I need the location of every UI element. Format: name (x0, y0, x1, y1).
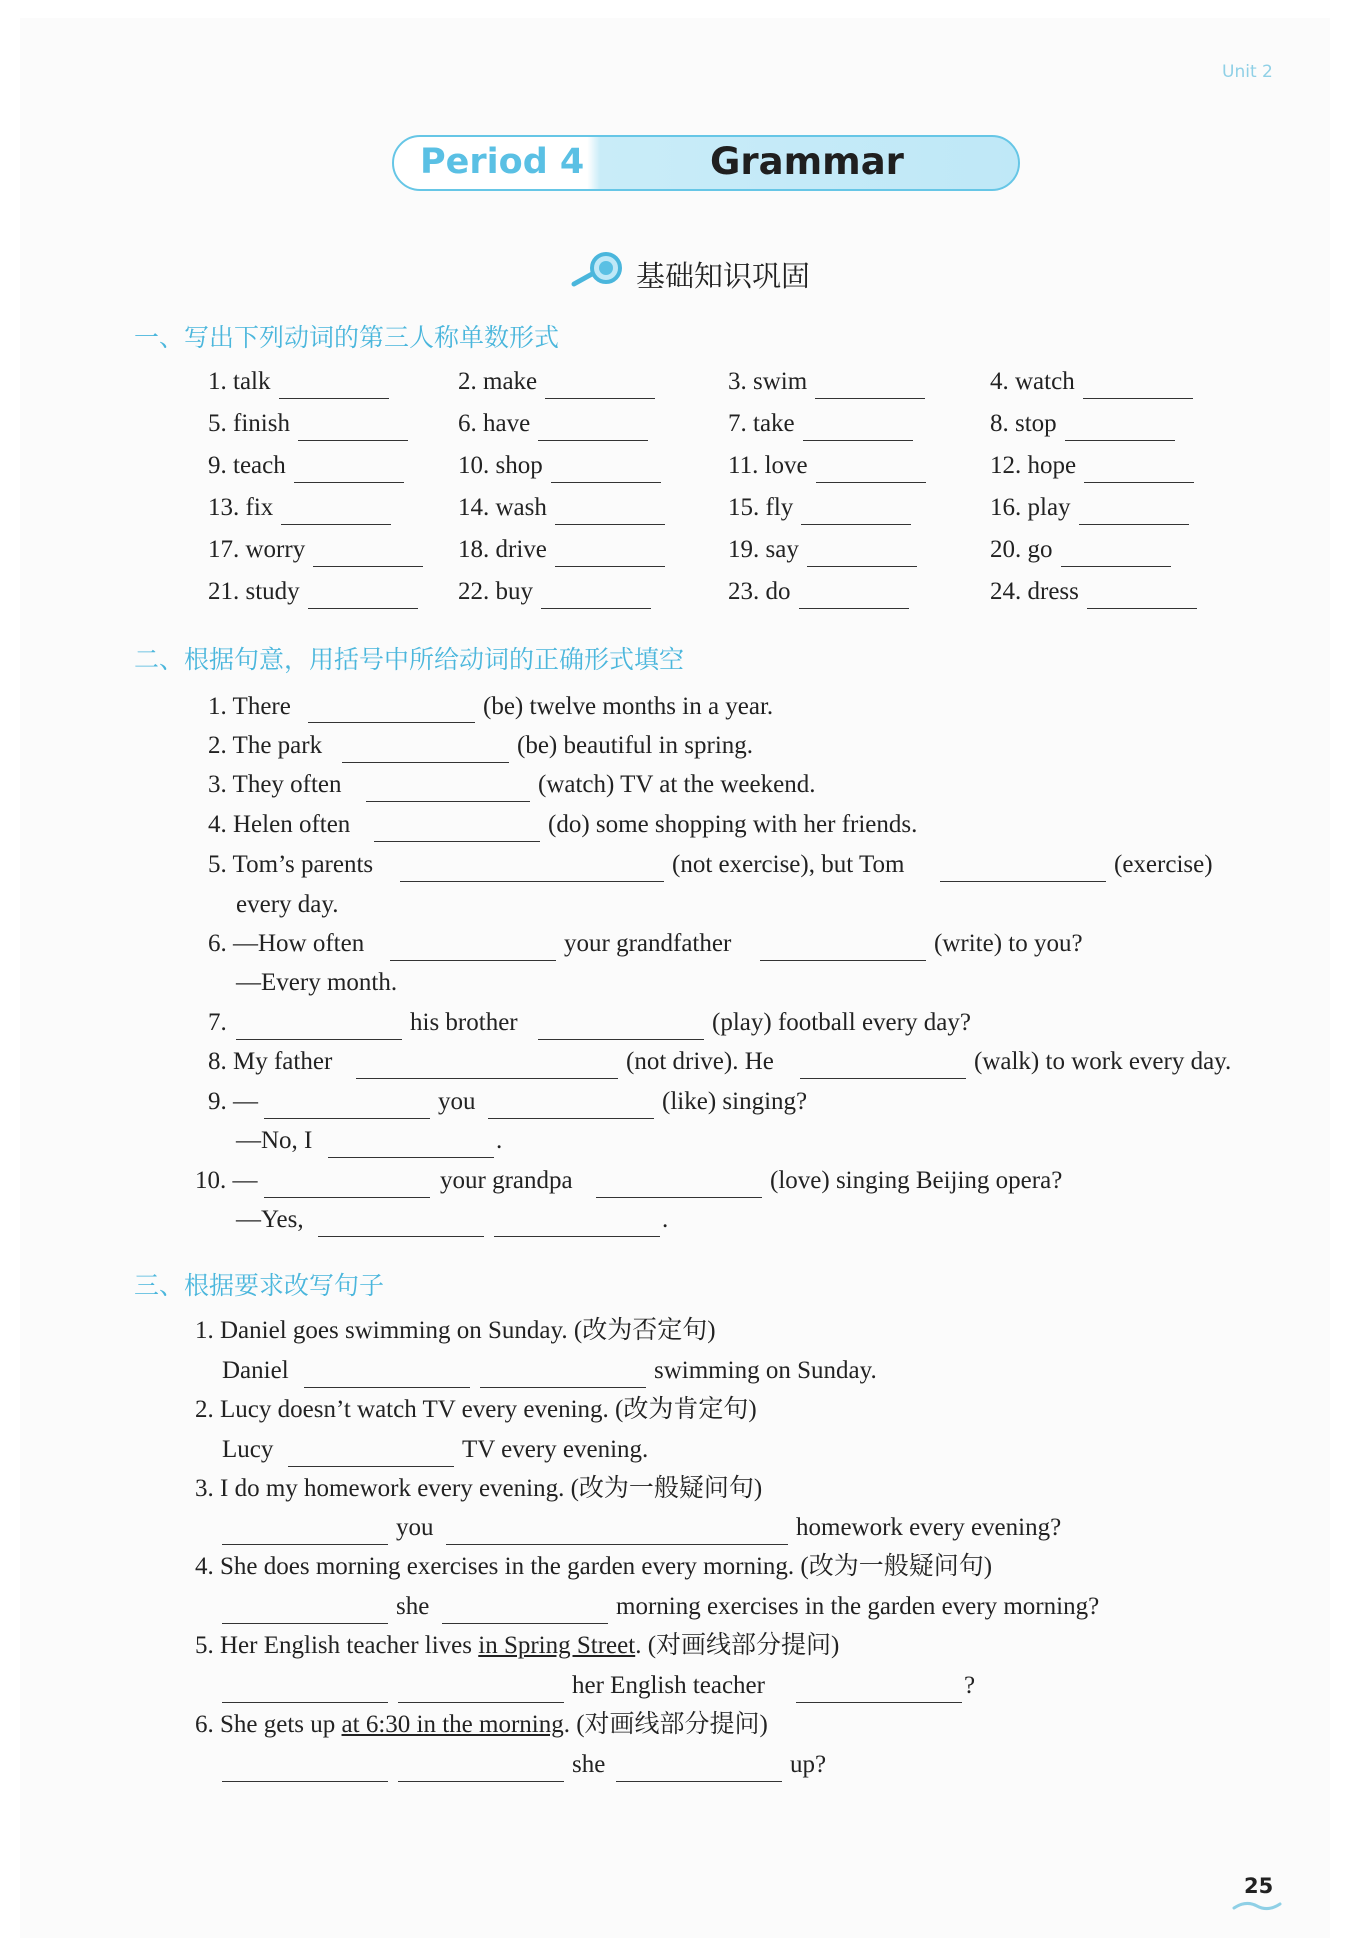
p2-q5-text: (not exercise), but Tom (672, 851, 905, 878)
answer-blank[interactable] (494, 1236, 660, 1237)
p2-q4-text: (do) some shopping with her friends. (548, 811, 918, 838)
verb-item: 8. stop (990, 410, 1057, 437)
verb-item: 18. drive (458, 536, 547, 563)
verb-item: 21. study (208, 578, 300, 605)
answer-blank[interactable] (400, 881, 664, 882)
p3-q3-prompt: 3. I do my homework every evening. (改为一般疑问句) (195, 1475, 763, 1502)
answer-blank[interactable] (279, 398, 389, 399)
answer-blank[interactable] (1079, 524, 1189, 525)
verb-item: 10. shop (458, 452, 543, 479)
p2-q5-text: every day. (236, 891, 339, 918)
verb-item: 6. have (458, 410, 531, 437)
answer-blank[interactable] (551, 482, 661, 483)
p2-q2-text: (be) beautiful in spring. (517, 732, 754, 759)
answer-blank[interactable] (236, 1039, 402, 1040)
verb-item: 11. love (728, 452, 808, 479)
p3-q4-text: morning exercises in the garden every morning? (616, 1593, 1100, 1620)
answer-blank[interactable] (803, 440, 913, 441)
answer-blank[interactable] (222, 1544, 388, 1545)
part2-heading: 二、根据句意，用括号中所给动词的正确形式填空 (134, 645, 685, 674)
p2-q9-text: —No, I (236, 1127, 313, 1154)
p2-q1-text: 1. There (208, 693, 291, 720)
topic-label: Grammar (710, 140, 904, 183)
p2-q7-text: 7. (208, 1009, 227, 1036)
answer-blank[interactable] (366, 801, 530, 802)
answer-blank[interactable] (281, 524, 391, 525)
answer-blank[interactable] (398, 1702, 564, 1703)
p2-q8-text: (walk) to work every day. (974, 1048, 1232, 1075)
answer-blank[interactable] (318, 1236, 484, 1237)
magnifier-icon (570, 252, 626, 288)
verb-item: 3. swim (728, 368, 808, 395)
p2-q10-text: —Yes, (236, 1206, 304, 1233)
answer-blank[interactable] (1084, 482, 1194, 483)
p2-q9-text: (like) singing? (662, 1088, 808, 1115)
p2-q6-text: (write) to you? (934, 930, 1083, 957)
verb-item: 2. make (458, 368, 538, 395)
p3-q5-instruction: . (对画线部分提问) (635, 1632, 840, 1659)
p2-q3-text: (watch) TV at the weekend. (538, 771, 816, 798)
p2-q6-text: 6. —How often (208, 930, 365, 957)
p3-q1-text: swimming on Sunday. (654, 1357, 877, 1384)
p3-q6-text: she (572, 1751, 606, 1778)
answer-blank[interactable] (298, 440, 408, 441)
answer-blank[interactable] (760, 960, 926, 961)
p2-q10-text: . (662, 1206, 669, 1233)
verb-item: 17. worry (208, 536, 306, 563)
verb-item: 5. finish (208, 410, 290, 437)
answer-blank[interactable] (356, 1078, 618, 1079)
p3-q2-prompt: 2. Lucy doesn’t watch TV every evening. (改为肯定句) (195, 1396, 757, 1423)
answer-blank[interactable] (222, 1623, 388, 1624)
p2-q6-text: —Every month. (236, 969, 398, 996)
answer-blank[interactable] (264, 1197, 430, 1198)
p2-q8-text: (not drive). He (626, 1048, 774, 1075)
p2-q5-text: (exercise) (1114, 851, 1213, 878)
verb-item: 13. fix (208, 494, 274, 521)
answer-blank[interactable] (488, 1118, 654, 1119)
answer-blank[interactable] (616, 1781, 782, 1782)
p3-q5-text: her English teacher (572, 1672, 765, 1699)
p3-q1-text: Daniel (222, 1357, 289, 1384)
answer-blank[interactable] (328, 1157, 494, 1158)
p2-q3-text: 3. They often (208, 771, 342, 798)
part1-heading: 一、写出下列动词的第三人称单数形式 (134, 323, 560, 352)
period-label: Period 4 (420, 142, 585, 182)
period-banner (392, 135, 1020, 191)
answer-blank[interactable] (1061, 566, 1171, 567)
answer-blank[interactable] (545, 398, 655, 399)
answer-blank[interactable] (940, 881, 1106, 882)
p2-q2-text: 2. The park (208, 732, 323, 759)
page-number-wave (1232, 1900, 1282, 1912)
verb-item: 16. play (990, 494, 1071, 521)
p3-q4-prompt: 4. She does morning exercises in the garden every morning. (改为一般疑问句) (195, 1553, 993, 1580)
verb-item: 14. wash (458, 494, 547, 521)
p3-q6-text: up? (790, 1751, 827, 1778)
answer-blank[interactable] (538, 1039, 704, 1040)
p2-q10-text: your grandpa (440, 1167, 573, 1194)
answer-blank[interactable] (374, 841, 540, 842)
answer-blank[interactable] (555, 524, 665, 525)
unit-label: Unit 2 (1222, 62, 1273, 82)
verb-item: 9. teach (208, 452, 286, 479)
underlined-phrase: in Spring Street (478, 1632, 636, 1659)
verb-item: 20. go (990, 536, 1053, 563)
p2-q9-text: you (438, 1088, 476, 1115)
p2-q7-text: his brother (410, 1009, 518, 1036)
answer-blank[interactable] (800, 1078, 966, 1079)
answer-blank[interactable] (541, 608, 651, 609)
verb-item: 4. watch (990, 368, 1075, 395)
answer-blank[interactable] (538, 440, 648, 441)
answer-blank[interactable] (304, 1387, 470, 1388)
answer-blank[interactable] (264, 1118, 430, 1119)
verb-item: 24. dress (990, 578, 1079, 605)
p2-q5-text: 5. Tom’s parents (208, 851, 374, 878)
answer-blank[interactable] (222, 1702, 388, 1703)
p2-q8-text: 8. My father (208, 1048, 333, 1075)
answer-blank[interactable] (1083, 398, 1193, 399)
p3-q6-prompt (195, 1710, 768, 1740)
answer-blank[interactable] (390, 960, 556, 961)
p3-q3-text: you (396, 1514, 434, 1541)
verb-item: 1. talk (208, 368, 271, 395)
p2-q1-text: (be) twelve months in a year. (483, 693, 774, 720)
answer-blank[interactable] (1065, 440, 1175, 441)
answer-blank[interactable] (796, 1702, 962, 1703)
p2-q10-text: (love) singing Beijing opera? (770, 1167, 1063, 1194)
p2-q4-text: 4. Helen often (208, 811, 351, 838)
answer-blank[interactable] (446, 1544, 788, 1545)
verb-item: 7. take (728, 410, 795, 437)
p3-q4-text: she (396, 1593, 430, 1620)
p3-q5-text: ? (964, 1672, 976, 1699)
answer-blank[interactable] (308, 608, 418, 609)
p3-q2-text: TV every evening. (462, 1436, 649, 1463)
p2-q7-text: (play) football every day? (712, 1009, 971, 1036)
verb-item: 15. fly (728, 494, 794, 521)
p2-q6-text: your grandfather (564, 930, 732, 957)
p3-q1-prompt: 1. Daniel goes swimming on Sunday. (改为否定句) (195, 1317, 716, 1344)
answer-blank[interactable] (342, 762, 509, 763)
p2-q10-text: 10. — (195, 1167, 258, 1194)
answer-blank[interactable] (807, 566, 917, 567)
p3-q5-prompt (195, 1631, 839, 1661)
answer-blank[interactable] (480, 1387, 646, 1388)
p3-q2-text: Lucy (222, 1436, 274, 1463)
verb-item: 12. hope (990, 452, 1077, 479)
verb-item: 22. buy (458, 578, 533, 605)
answer-blank[interactable] (442, 1623, 608, 1624)
p3-q5-lead: 5. Her English teacher lives (195, 1632, 472, 1659)
verb-item: 19. say (728, 536, 799, 563)
underlined-phrase: at 6:30 in the morning (341, 1711, 564, 1738)
answer-blank[interactable] (308, 722, 475, 723)
answer-blank[interactable] (596, 1197, 762, 1198)
page-number: 25 (1244, 1874, 1274, 1898)
verb-item: 23. do (728, 578, 791, 605)
answer-blank[interactable] (1087, 608, 1197, 609)
answer-blank[interactable] (801, 524, 911, 525)
answer-blank[interactable] (288, 1466, 454, 1467)
answer-blank[interactable] (555, 566, 665, 567)
part3-heading: 三、根据要求改写句子 (134, 1271, 385, 1300)
answer-blank[interactable] (815, 398, 925, 399)
answer-blank[interactable] (799, 608, 909, 609)
p2-q9-text: 9. — (208, 1088, 258, 1115)
section-title-text: 基础知识巩固 (636, 259, 811, 293)
answer-blank[interactable] (816, 482, 926, 483)
answer-blank[interactable] (398, 1781, 564, 1782)
p3-q6-instruction: . (对画线部分提问) (563, 1711, 768, 1738)
p3-q3-text: homework every evening? (796, 1514, 1062, 1541)
answer-blank[interactable] (313, 566, 423, 567)
p2-q9-text: . (496, 1127, 503, 1154)
p3-q6-lead: 6. She gets up (195, 1711, 336, 1738)
answer-blank[interactable] (222, 1781, 388, 1782)
answer-blank[interactable] (294, 482, 404, 483)
